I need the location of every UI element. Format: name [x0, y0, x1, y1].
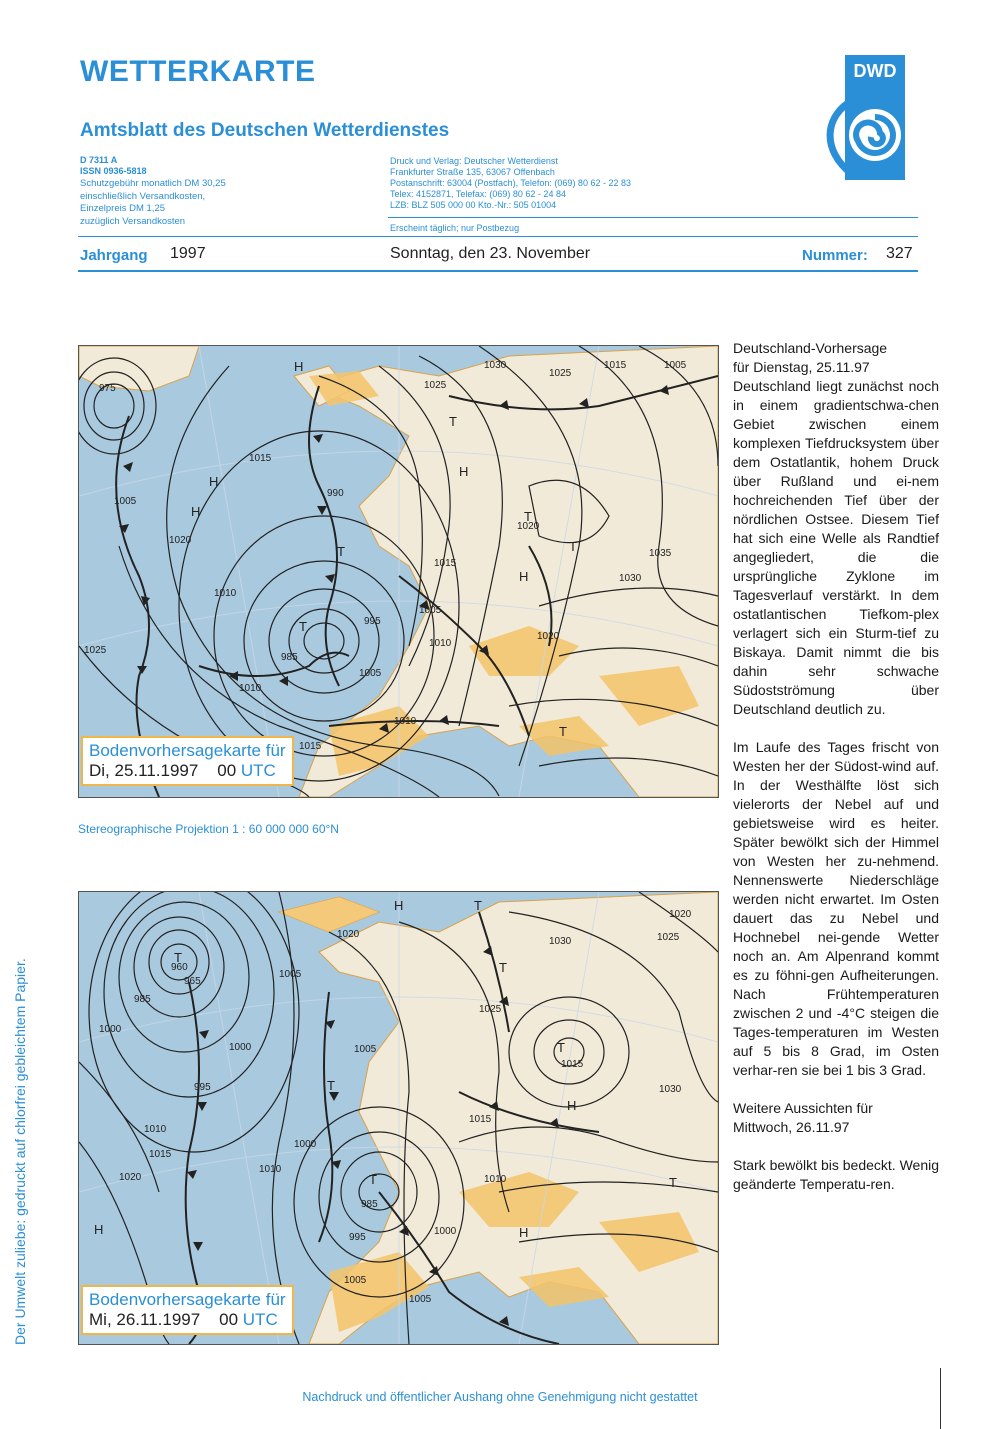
map-caption [81, 1285, 294, 1335]
isobar-label: 1010 [144, 1124, 167, 1135]
pressure-center-label: T [524, 509, 532, 524]
isobar-label: 1020 [517, 521, 540, 532]
forecast-paragraph: Im Laufe des Tages frischt von Westen her der Südost-wind auf. In der Westhälfte löst sich vielerorts der Nebel auf und gebietsweise wird es heiter. Später bewölkt sich der Himmel von Westen her zu-nehmend. Nennenswerte Niederschläge werden nicht erwartet. Im Osten dauert das zu Nebel und Hochnebel nei-gende Wetter noch an. Am Alpenrand kommt es zu föhni-gen Aufheiterungen. Nach Frühtemperaturen zwischen 2 und -4°C steigen die Tages-temperaturen im Westen auf 5 bis 8 Grad, im Osten verhar-ren sie bei 1 bis 3 Grad. [733, 739, 939, 1078]
jahrgang-label: Jahrgang [80, 247, 148, 264]
pressure-center-label: H [191, 504, 201, 519]
pressure-center-label: T [569, 539, 577, 554]
publisher-line: Postanschrift: 63004 (Postfach), Telefon: (069) 80 62 - 22 83 [390, 178, 631, 188]
forecast-map-tuesday [78, 345, 719, 798]
isobar-label: 1015 [469, 1114, 492, 1125]
isobar-label: 1020 [537, 631, 560, 642]
pressure-center-label: H [519, 1225, 529, 1240]
fee-info [80, 178, 226, 228]
publisher-line: Druck und Verlag: Deutscher Wetterdienst [390, 156, 558, 166]
footer-note: Nachdruck und öffentlicher Aushang ohne Genehmigung nicht gestattet [302, 1390, 698, 1404]
forecast-text-column [733, 339, 939, 1194]
isobar-label: 1005 [664, 360, 687, 371]
pressure-center-label: H [209, 474, 219, 489]
isobar-label: 1030 [659, 1084, 682, 1095]
publisher-line: Telex: 4152871, Telefax: (069) 80 62 - 24 84 [390, 189, 566, 199]
nummer-label: Nummer: [802, 247, 868, 264]
publication-code: D 7311 A [80, 155, 118, 165]
isobar-label: 1025 [84, 645, 107, 656]
pressure-center-label: T [337, 544, 345, 559]
forecast-heading-date: für Dienstag, 25.11.97 [733, 359, 870, 375]
header-divider [78, 236, 918, 237]
map-date: Di, 25.11.1997 [89, 761, 199, 780]
isobar-label: 1035 [649, 548, 672, 559]
isobar-label: 1025 [657, 932, 680, 943]
pressure-center-label: T [499, 960, 507, 975]
pressure-center-label: H [567, 1098, 577, 1113]
isobar-label: 1005 [419, 605, 442, 616]
pressure-center-label: T [669, 1175, 677, 1190]
outlook-heading: Weitere Aussichten für [733, 1100, 873, 1116]
isobar-label: 985 [134, 994, 151, 1005]
isobar-label: 1005 [409, 1294, 432, 1305]
isobar-label: 1015 [299, 741, 322, 752]
isobar-label: 1005 [344, 1275, 367, 1286]
isobar-label: 1020 [337, 929, 360, 940]
isobar-label: 985 [281, 652, 298, 663]
pressure-center-label: H [519, 569, 529, 584]
fee-line: Einzelpreis DM 1,25 [80, 203, 166, 214]
isobar-label: 995 [364, 616, 381, 627]
map-caption [81, 736, 294, 786]
publisher-info [390, 156, 631, 211]
margin-mark [940, 1368, 941, 1429]
isobar-label: 1025 [549, 368, 572, 379]
isobar-label: 1020 [119, 1172, 142, 1183]
isobar-label: 990 [327, 488, 344, 499]
map-utc: UTC [240, 761, 276, 780]
isobar-label: 995 [349, 1232, 366, 1243]
logo-swirl-icon [815, 95, 855, 180]
publisher-line: Frankfurter Straße 135, 63067 Offenbach [390, 167, 555, 177]
pressure-center-label: T [559, 724, 567, 739]
forecast-heading: Deutschland-Vorhersage [733, 340, 888, 356]
issn: ISSN 0936-5818 [80, 166, 147, 176]
pressure-center-label: T [174, 950, 182, 965]
isobar-label: 1010 [239, 683, 262, 694]
isobar-label: 1015 [149, 1149, 172, 1160]
isobar-label: 1010 [214, 588, 237, 599]
map-caption-date [89, 761, 286, 781]
map-date: Mi, 26.11.1997 [89, 1310, 201, 1329]
projection-note: Stereographische Projektion 1 : 60 000 000 60°N [78, 822, 339, 836]
map-time: 00 [219, 1310, 239, 1329]
isobar-label: 1030 [619, 573, 642, 584]
isobar-label: 975 [99, 383, 116, 394]
issue-date: Sonntag, den 23. November [390, 245, 591, 262]
newspaper-subtitle: Amtsblatt des Deutschen Wetterdienstes [80, 120, 450, 141]
isobar-label: 965 [184, 976, 201, 987]
isobar-label: 1015 [604, 360, 627, 371]
fee-line: einschließlich Versandkosten, [80, 190, 206, 202]
isobar-label: 1020 [669, 909, 692, 920]
isobar-label: 1010 [394, 716, 417, 727]
isobar-label: 1025 [424, 380, 447, 391]
publication-frequency: Erscheint täglich; nur Postbezug [390, 223, 520, 233]
isobar-label: 1005 [279, 969, 302, 980]
outlook-heading-date: Mittwoch, 26.11.97 [733, 1119, 850, 1135]
forecast-map-wednesday [78, 891, 719, 1345]
isobar-label: 1000 [434, 1226, 457, 1237]
pressure-center-label: T [474, 898, 482, 913]
map-caption-date [89, 1310, 286, 1330]
isobar-label: 1030 [484, 360, 507, 371]
map-caption-title: Bodenvorhersagekarte für [89, 1290, 286, 1309]
isobar-label: 1000 [294, 1139, 317, 1150]
recycling-note: Der Umwelt zuliebe: gedruckt auf chlorfrei gebleichtem Papier. [12, 958, 28, 1345]
isobar-label: 1015 [434, 558, 457, 569]
map-utc: UTC [242, 1310, 278, 1329]
isobar-label: 1005 [114, 496, 137, 507]
pressure-center-label: T [369, 1172, 377, 1187]
pressure-center-label: T [449, 414, 457, 429]
isobar-label: 1025 [479, 1004, 502, 1015]
pressure-center-label: T [299, 619, 307, 634]
weather-map-graphic [79, 892, 718, 1344]
isobar-label: 995 [194, 1082, 211, 1093]
pressure-center-label: T [557, 1040, 565, 1055]
isobar-label: 1010 [429, 638, 452, 649]
publisher-line: LZB: BLZ 505 000 00 Kto.-Nr.: 505 01004 [390, 200, 557, 210]
isobar-label: 1000 [99, 1024, 122, 1035]
forecast-paragraph: Deutschland liegt zunächst noch in einem gradientschwa-chen Gebiet zwischen einem komplexen Tiefdrucksystem über dem Ostatlantik, hohem Druck über Rußland und ei-nem hochreichenden Tief über der nördlichen Ostsee. Diesem Tief hat sich eine Welle als Randtief angegliedert, die die ursprüngliche Zyklone im Tagesverlauf verstärkt. In dem ostatlantischen Tiefkom-plex verlagert sich ein Sturm-tief zu Biskaya. Damit nimmt die bis dahin sehr schwache Südostströmung über Deutschland deutlich zu. [733, 378, 939, 717]
pressure-center-label: H [394, 898, 404, 913]
pressure-center-label: H [459, 464, 469, 479]
header-divider [388, 217, 918, 218]
weather-map-graphic [79, 346, 718, 797]
isobar-label: 1015 [249, 453, 272, 464]
fee-line: Schutzgebühr monatlich DM 30,25 [80, 178, 226, 189]
publication-codes [80, 155, 147, 177]
isobar-label: 985 [361, 1199, 378, 1210]
pressure-center-label: H [294, 359, 304, 374]
jahrgang-value: 1997 [170, 245, 206, 262]
map-caption-title: Bodenvorhersagekarte für [89, 741, 286, 760]
isobar-label: 1010 [484, 1174, 507, 1185]
isobar-label: 1020 [169, 535, 192, 546]
pressure-center-label: T [327, 1078, 335, 1093]
fee-line: zuzüglich Versandkosten [80, 215, 186, 227]
isobar-label: 960 [171, 962, 188, 973]
isobar-label: 1000 [229, 1042, 252, 1053]
outlook-text: Stark bewölkt bis bedeckt. Wenig geänderte Temperatu-ren. [733, 1157, 939, 1192]
issue-divider [78, 270, 918, 272]
isobar-label: 1010 [259, 1164, 282, 1175]
isobar-label: 1005 [354, 1044, 377, 1055]
isobar-label: 1030 [549, 936, 572, 947]
isobar-label: 1005 [359, 668, 382, 679]
nummer-value: 327 [886, 245, 913, 262]
isobar-label: 1015 [561, 1059, 584, 1070]
newspaper-title: WETTERKARTE [80, 55, 316, 88]
pressure-center-label: H [94, 1222, 104, 1237]
map-time: 00 [217, 761, 237, 780]
logo-text: DWD [853, 61, 897, 81]
